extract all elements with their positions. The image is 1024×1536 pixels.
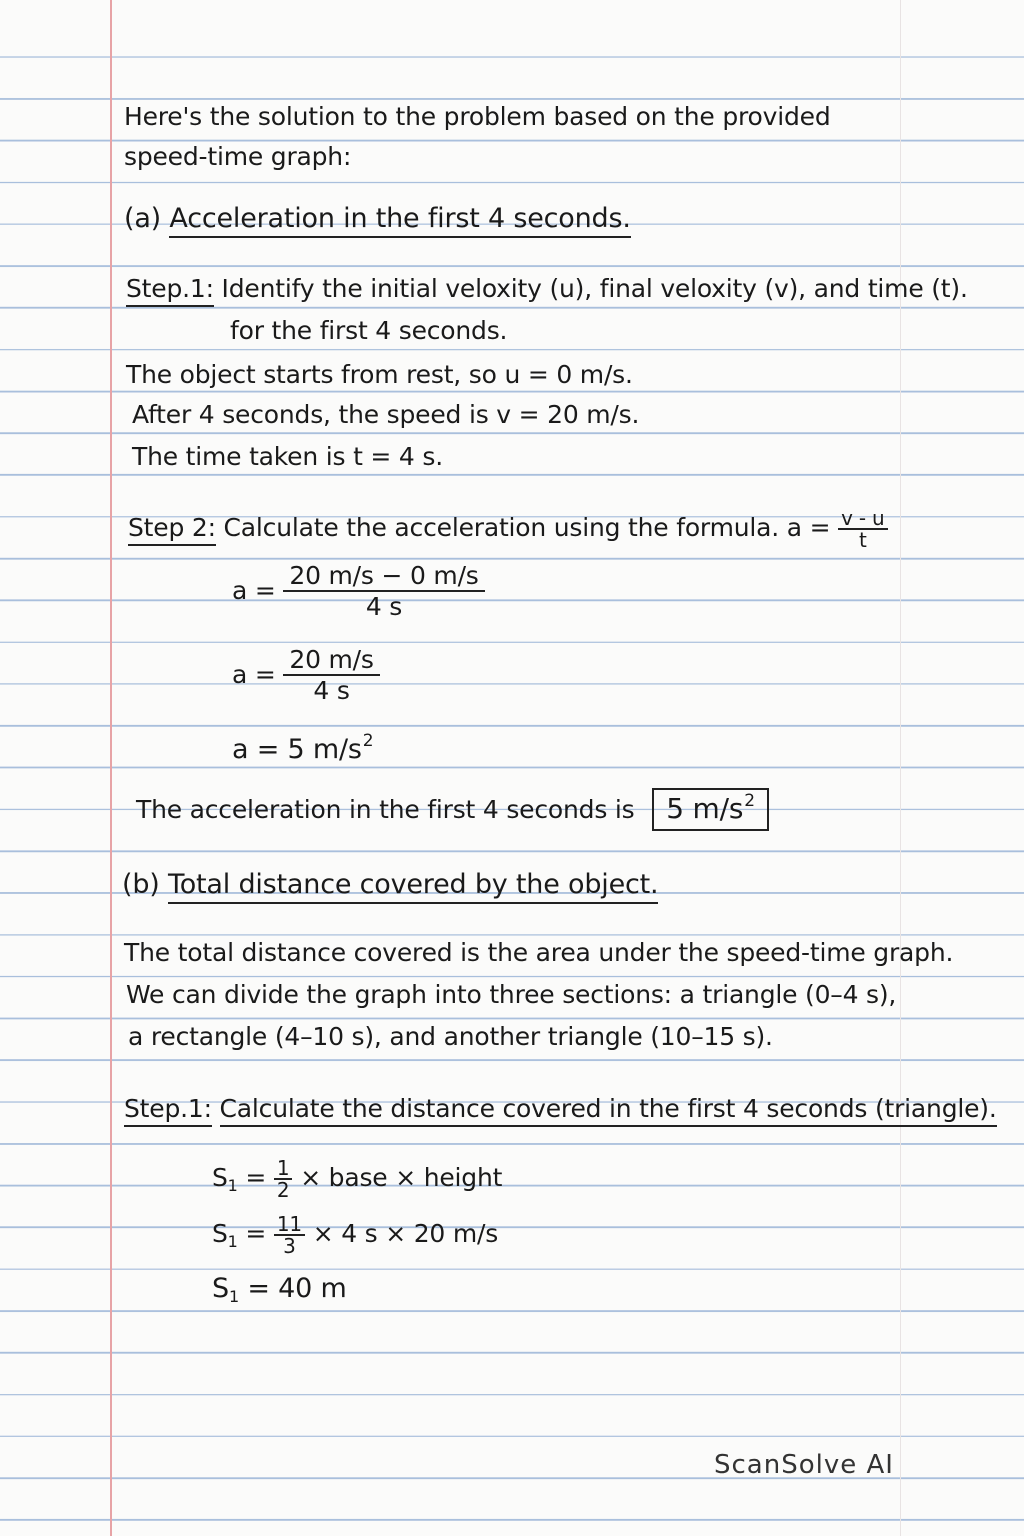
eq2-rest: × 4 s × 20 m/s [312,1219,499,1248]
step2-text: Calculate the acceleration using the formula. a = [223,513,831,542]
part-b-body-1: The total distance covered is the area under the speed-time graph. [124,938,954,967]
calc1-denominator: 4 s [365,592,403,621]
step1-text: Identify the initial veloxity (u), final veloxity (v), and time (t). [221,274,968,303]
intro-line-1: Here's the solution to the problem based on the provided [124,102,831,131]
eq2-fraction [274,1214,305,1256]
eq1-rest: × base × height [300,1163,503,1192]
calc3-text: a = 5 m/s [232,734,362,765]
distance-eq-3 [212,1274,347,1312]
calc1-fraction [283,562,484,622]
margin-line [110,0,112,1536]
eq1-denominator: 2 [276,1178,290,1202]
part-b-step1-text: Calculate the distance covered in the first 4 seconds (triangle). [220,1094,997,1127]
given-initial-velocity: The object starts from rest, so u = 0 m/s. [126,360,633,389]
part-b-step1 [124,1094,997,1124]
calc2-numerator: 20 m/s [283,646,379,676]
calc2-fraction [283,646,379,706]
calc2-lhs: a = [232,660,276,689]
part-a-label: (a) [124,203,162,234]
step1-cont: for the first 4 seconds. [230,316,508,345]
eq1-equals: = [245,1163,267,1192]
calc1-lhs: a = [232,576,276,605]
calc3-exponent: 2 [362,731,374,751]
step1-label: Step.1: [126,274,214,307]
step2-label: Step 2: [128,513,216,546]
eq1-fraction [274,1158,293,1200]
eq2-numerator: 11 [274,1214,305,1236]
eq1-s: S [212,1163,228,1192]
calc-line-2 [232,646,380,706]
acceleration-formula [838,508,887,550]
eq2-denominator: 3 [283,1234,296,1258]
eq3-sub: 1 [228,1287,239,1306]
given-time: The time taken is t = 4 s. [132,442,443,471]
eq1-sub: 1 [227,1176,238,1195]
result-text: The acceleration in the first 4 seconds is [136,795,635,824]
calc2-denominator: 4 s [313,676,350,705]
part-b-label: (b) [122,869,160,900]
part-a-title: Acceleration in the first 4 seconds. [169,203,630,238]
given-final-velocity: After 4 seconds, the speed is v = 20 m/s. [132,400,640,429]
result-box [652,788,769,831]
part-a-step1 [126,274,968,304]
distance-eq-1 [212,1158,502,1201]
right-margin-line [900,0,901,1536]
eq3-rest: 40 m [278,1273,347,1304]
calc-line-1 [232,562,485,622]
part-b-body-3: a rectangle (4–10 s), and another triangle (10–15 s). [128,1022,773,1051]
result-exponent: 2 [744,791,755,811]
eq2-sub: 1 [227,1232,238,1251]
result-value: 5 m/s [666,792,744,825]
part-b-body-2: We can divide the graph into three sections: a triangle (0–4 s), [126,980,897,1009]
part-a-step2 [128,508,888,550]
formula-denominator: t [858,528,867,552]
part-b-step1-label: Step.1: [124,1094,212,1127]
part-b-heading [122,870,658,900]
intro-line-2: speed-time graph: [124,142,352,171]
eq3-s: S [212,1273,229,1304]
formula-numerator: v - u [838,508,887,530]
part-a-heading [124,204,631,234]
part-a-result [136,786,769,825]
brand-label: ScanSolve AI [714,1450,894,1480]
calc1-numerator: 20 m/s − 0 m/s [283,562,484,592]
part-b-title: Total distance covered by the object. [168,869,658,904]
eq3-equals: = [247,1273,270,1304]
calc-line-3 [232,726,373,765]
eq2-s: S [212,1219,228,1248]
distance-eq-2 [212,1214,498,1257]
eq1-numerator: 1 [274,1158,293,1180]
eq2-equals: = [245,1219,267,1248]
